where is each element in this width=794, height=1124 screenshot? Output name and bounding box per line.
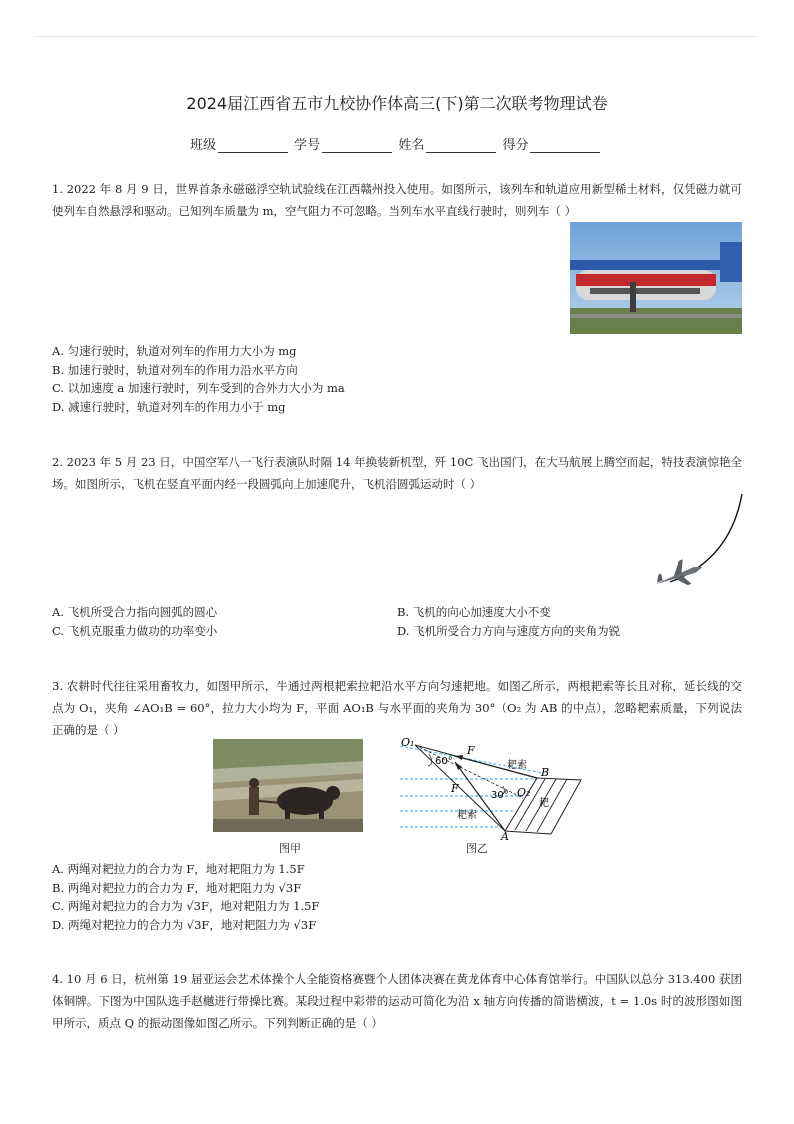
- q1-option-c[interactable]: C. 以加速度 a 加速行驶时，列车受到的合外力大小为 ma: [52, 381, 345, 395]
- q3-option-b[interactable]: B. 两绳对耙拉力的合力为 F，地对耙阻力为 √3F: [52, 880, 302, 895]
- question-3-options: [52, 860, 319, 934]
- q1-option-b[interactable]: B. 加速行驶时，轨道对列车的作用力沿水平方向: [52, 362, 298, 377]
- name-label: 姓名: [398, 138, 425, 153]
- caption-figure-a: 图甲: [279, 842, 301, 855]
- score-field[interactable]: [530, 138, 600, 153]
- label-rope-upper: 耙索: [507, 760, 527, 771]
- q2-option-c[interactable]: C. 飞机克服重力做功的功率变小: [52, 624, 218, 638]
- question-3-stem: 3. 农耕时代往往采用畜牧力，如图甲所示，牛通过两根耙索拉耙沿水平方向匀速耙地。如图乙所示，两根耙索等长且对称，延长线的交点为 O₁，夹角 ∠AO₁B = 60°，拉力大小均为 F，平面 AO₁B 与水平面的夹角为 30°（O₂ 为 AB 的中点），忽略耙索质量，下列说法正确的是（ ）: [52, 679, 742, 737]
- jet-on-arc-figure: [620, 490, 744, 600]
- question-4: [52, 968, 742, 1034]
- label-o2: O₂: [517, 786, 531, 799]
- q3-option-c[interactable]: C. 两绳对耙拉力的合力为 √3F，地对耙阻力为 1.5F: [52, 899, 320, 913]
- number-field[interactable]: [322, 138, 392, 153]
- class-field[interactable]: [218, 138, 288, 153]
- label-b: B: [541, 766, 550, 779]
- label-o1: O₁: [401, 736, 415, 749]
- question-1: [52, 178, 742, 222]
- label-f-upper: F: [467, 744, 475, 757]
- label-f-lower: F: [451, 782, 459, 795]
- q1-option-a[interactable]: A. 匀速行驶时，轨道对列车的作用力大小为 mg: [52, 344, 297, 358]
- question-4-stem: 4. 10 月 6 日，杭州第 19 届亚运会艺术体操个人全能资格赛暨个人团体决赛在黄龙体育中心体育馆举行。中国队以总分 313.400 获团体铜牌。下图为中国队选手赵樾进行带操比赛。某段过程中彩带的运动可简化为沿 x 轴方向传播的简谐横波，t = 1.0s 时的波形图如图甲所示，质点 Q 的振动图像如图乙所示。下列判断正确的是（ ）: [52, 972, 742, 1030]
- caption-figure-b: 图乙: [466, 842, 488, 855]
- q2-option-a[interactable]: A. 飞机所受合力指向圆弧的圆心: [52, 605, 218, 619]
- q3-option-d[interactable]: D. 两绳对耙拉力的合力为 √3F，地对耙阻力为 √3F: [52, 917, 317, 932]
- maglev-train-photo: [570, 222, 742, 334]
- score-label: 得分: [502, 138, 529, 153]
- rake-force-diagram: [395, 734, 585, 840]
- question-2: [52, 451, 742, 495]
- q2-option-d[interactable]: D. 飞机所受合力方向与速度方向的夹角为锐: [397, 624, 621, 638]
- question-1-options: [52, 342, 345, 416]
- question-1-stem: 1. 2022 年 8 月 9 日，世界首条永磁磁浮空轨试验线在江西赣州投入使用。如图所示，该列车和轨道应用新型稀土材料，仅凭磁力就可使列车自然悬浮和驱动。已知列车质量为 m，空气阻力不可忽略。当列车水平直线行驶时，则列车（ ）: [52, 182, 742, 218]
- student-info-row: [190, 134, 602, 153]
- label-rake: 耙: [539, 798, 549, 809]
- label-angle-30: 30°: [491, 790, 509, 801]
- q3-option-a[interactable]: A. 两绳对耙拉力的合力为 F，地对耙阻力为 1.5F: [52, 862, 305, 876]
- ox-plowing-photo: [213, 739, 363, 832]
- q2-option-b[interactable]: B. 飞机的向心加速度大小不变: [397, 605, 551, 619]
- name-field[interactable]: [426, 138, 496, 153]
- header-rule: [36, 36, 758, 37]
- label-angle-60: 60°: [435, 756, 453, 767]
- label-a: A: [501, 830, 509, 840]
- label-rope-lower: 耙索: [457, 810, 477, 821]
- question-2-stem: 2. 2023 年 5 月 23 日，中国空军八一飞行表演队时隔 14 年换装新机型，歼 10C 飞出国门，在大马航展上腾空而起，特技表演惊艳全场。如图所示，飞机在竖直平面内经一段圆弧向上加速爬升，飞机沿圆弧运动时（ ）: [52, 455, 742, 491]
- number-label: 学号: [294, 138, 321, 153]
- class-label: 班级: [190, 138, 217, 153]
- question-3: [52, 675, 742, 741]
- q1-option-d[interactable]: D. 减速行驶时，轨道对列车的作用力小于 mg: [52, 399, 286, 414]
- exam-title: 2024届江西省五市九校协作体高三(下)第二次联考物理试卷: [186, 94, 608, 113]
